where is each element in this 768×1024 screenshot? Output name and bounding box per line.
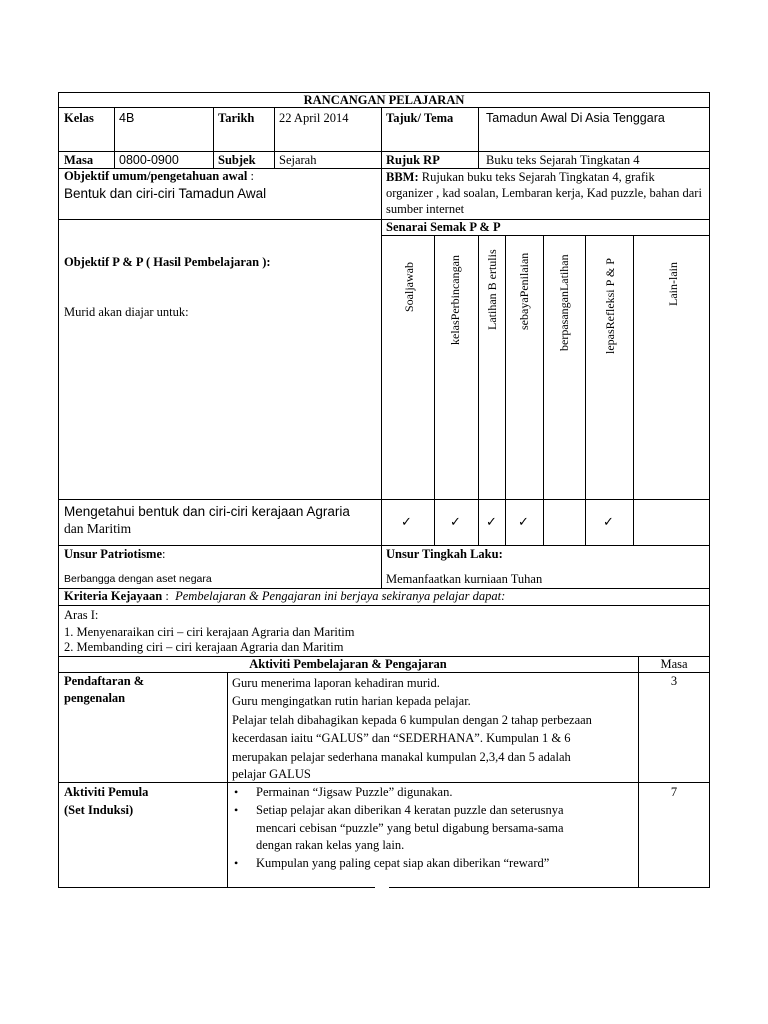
aktiviti-bullet-line: Kumpulan yang paling cepat siap akan diberikan “reward” [256,856,550,870]
aktiviti-line: Guru mengingatkan rutin harian kepada pelajar. [232,694,471,708]
rujuk-value: Buku teks Sejarah Tingkatan 4 [486,153,640,167]
objektif-pp-outcome-line1: Mengetahui bentuk dan ciri-ciri kerajaan Agraria [64,504,350,519]
check-refleksi-pp: ✓ [603,515,614,530]
aktiviti-bullet-line: dengan rakan kelas yang lain. [256,838,405,852]
unsur-patriotisme-heading [64,547,166,562]
divider [58,499,710,500]
tajuk-label: Tajuk/ Tema [386,111,454,125]
aktiviti-line: Guru menerima laporan kehadiran murid. [232,676,440,690]
objektif-umum-suffix: : [247,169,254,183]
unsur-tingkah-laku-label: Unsur Tingkah Laku: [386,547,503,561]
aktiviti-row-label: (Set Induksi) [64,803,134,817]
aktiviti-line: pelajar GALUS [232,767,311,781]
bullet: • [234,803,239,817]
kriteria-line: Aras I: [64,608,99,622]
aktiviti-header: Aktiviti Pembelajaran & Pengajaran [249,657,447,671]
divider [58,545,710,546]
kriteria-sep: : [162,589,169,603]
bullet: • [234,785,239,799]
unsur-patriotisme-label: Unsur Patriotisme [64,547,163,561]
col-refleksi-pp: lepasRefleksi P & P [603,258,617,354]
divider [58,151,710,152]
kriteria-line: 1. Menyenaraikan ciri – ciri kerajaan Agraria dan Maritim [64,625,355,639]
objektif-pp-intro: Murid akan diajar untuk: [64,305,189,319]
check-soaljawab: ✓ [401,515,412,530]
bbm-text [386,169,704,217]
aktiviti-row-label: Pendaftaran & [64,674,145,688]
objektif-pp-outcome-line2: dan Maritim [64,521,132,536]
aktiviti-bullet-line: mencari cebisan “puzzle” yang betul digabung bersama-sama [256,821,564,835]
objektif-pp-label: Objektif P & P ( Hasil Pembelajaran ): [64,255,271,269]
col-penilaian-sebaya: sebayaPenilaian [517,252,531,330]
page-title: RANCANGAN PELAJARAN [303,93,465,107]
bbm-value: Rujukan buku teks Sejarah Tingkatan 4, grafik organizer , kad soalan, Lembaran kerja, Kad puzzle, bahan dari sumber internet [386,170,702,216]
masa-header: Masa [660,657,688,671]
objektif-umum-heading [64,169,254,184]
aktiviti-line: merupakan pelajar sederhana manakal kumpulan 2,3,4 dan 5 adalah [232,750,571,764]
col-lain-lain: Lain-lain [666,262,680,306]
check-penilaian-sebaya: ✓ [518,515,529,530]
objektif-umum-label: Objektif umum/pengetahuan awal [64,169,248,183]
bullet: • [234,856,239,870]
col-kelas-perbincangan: kelasPerbincangan [448,255,462,345]
objektif-umum-value: Bentuk dan ciri-ciri Tamadun Awal [64,186,267,201]
kriteria-line: 2. Membanding ciri – ciri kerajaan Agraria dan Maritim [64,640,344,654]
kelas-value: 4B [119,111,135,125]
aktiviti-row-label: pengenalan [64,691,126,705]
col-latihan-berpasangan: berpasanganLatihan [557,254,571,351]
divider [58,219,710,220]
aktiviti-line: Pelajar telah dibahagikan kepada 6 kumpulan dengan 2 tahap perbezaan [232,713,592,727]
unsur-patriotisme-suffix: : [162,547,166,561]
senarai-semak-label: Senarai Semak P & P [386,220,501,234]
kriteria-value: Pembelajaran & Pengajaran ini berjaya sekiranya pelajar dapat: [175,589,506,603]
masa-value: 0800-0900 [119,153,179,167]
kriteria-label: Kriteria Kejayaan [64,589,163,603]
tarikh-value: 22 April 2014 [279,111,349,125]
kelas-label: Kelas [64,111,94,125]
aktiviti-bullet-line: Permainan “Jigsaw Puzzle” digunakan. [256,785,453,799]
unsur-patriotisme-value: Berbangga dengan aset negara [64,573,212,585]
subjek-label: Subjek [218,153,256,167]
check-kelas-perbincangan: ✓ [450,515,461,530]
aktiviti-row-masa: 3 [670,674,678,688]
subjek-value: Sejarah [279,153,317,167]
col-soaljawab: Soaljawab [402,262,416,312]
col-latihan-bertulis: Latihan B ertulis [485,249,499,330]
aktiviti-row-label: Aktiviti Pemula [64,785,149,799]
rujuk-label: Rujuk RP [386,153,440,167]
masa-label: Masa [64,153,94,167]
aktiviti-bullet-line: Setiap pelajar akan diberikan 4 keratan puzzle dan seterusnya [256,803,564,817]
check-latihan-bertulis: ✓ [486,515,497,530]
unsur-tingkah-laku-value: Memanfaatkan kurniaan Tuhan [386,572,543,586]
tarikh-label: Tarikh [218,111,255,125]
tajuk-value: Tamadun Awal Di Asia Tenggara [486,111,665,125]
aktiviti-line: kecerdasan iaitu “GALUS” dan “SEDERHANA”. Kumpulan 1 & 6 [232,731,571,745]
bbm-label: BBM: [386,170,419,184]
kriteria-heading [64,589,505,604]
aktiviti-row-masa: 7 [670,785,678,799]
divider [381,235,710,236]
